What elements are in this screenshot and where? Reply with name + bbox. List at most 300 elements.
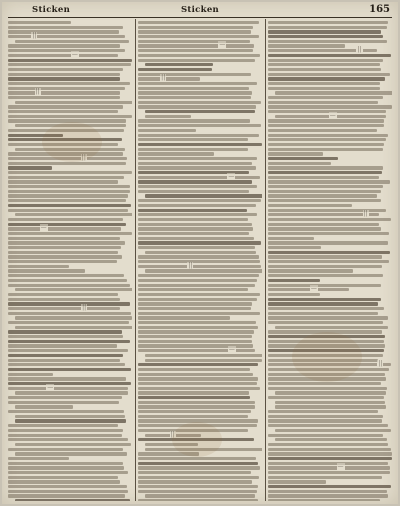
text-line [8,115,132,118]
text-line [138,218,248,221]
text-line [138,471,251,474]
text-line [268,190,381,193]
text-line [138,241,261,244]
text-line [138,148,248,151]
text-line [145,354,262,357]
text-line [268,499,380,501]
text-line [138,209,247,212]
text-line [138,96,251,99]
text-line [15,499,130,501]
text-line [8,176,124,179]
text-line [8,438,128,441]
text-line [268,46,377,54]
text-line [268,96,383,99]
paper-stain [292,332,362,382]
text-line [268,494,388,497]
paper-stain [42,122,102,162]
text-line [138,204,256,207]
text-line [145,194,262,197]
text-line [138,124,261,127]
text-line [268,255,382,258]
text-line [268,162,331,165]
text-line [275,91,392,94]
text-line [138,288,248,291]
text-line [138,105,256,108]
text-line [268,152,323,155]
text-line [15,316,132,319]
text-line [268,63,380,66]
paper-stain [172,422,222,457]
text-line [138,401,255,404]
text-line [138,134,259,137]
text-line [268,110,386,113]
text-line [8,32,125,40]
text-line [8,359,120,362]
text-line [138,82,257,85]
text-line [268,316,388,319]
text-line [145,63,212,66]
text-line [268,54,391,57]
text-line [138,30,251,33]
text-line [138,377,258,380]
text-line [8,382,131,385]
text-line [8,368,131,371]
text-line [15,405,72,408]
text-line [268,101,378,104]
text-line [138,307,251,310]
text-line [8,223,126,226]
text-line [8,87,125,90]
text-line [138,54,260,57]
text-line [268,138,386,141]
text-line [268,237,314,240]
text-line [138,49,253,52]
text-line [268,82,380,85]
text-line [138,260,260,263]
text-line [268,443,388,446]
text-line [8,190,130,193]
text-line [268,77,385,80]
text-line [268,73,390,76]
entry-separator-mark: — [228,346,235,354]
text-line [8,480,120,483]
text-line [8,204,131,207]
entry-separator-mark: || [161,74,166,82]
text-line [8,279,127,282]
text-line [145,110,254,113]
text-line [138,73,251,76]
text-line [268,148,383,151]
text-line [275,401,385,404]
text-line [268,194,377,197]
text-line [275,438,386,441]
text-line [268,223,379,226]
column-divider [265,19,266,501]
text-line [8,224,121,232]
text-line [268,30,381,33]
entry-separator-mark: || [32,32,37,40]
text-line [8,255,122,258]
text-line [268,210,379,218]
text-line [268,419,382,422]
entry-separator-mark: — [40,224,47,232]
text-line [268,232,389,235]
entry-separator-mark: — [337,463,344,471]
text-line [268,410,378,413]
text-line [138,40,250,43]
text-line [268,166,383,169]
text-line [8,26,123,29]
text-line [138,232,249,235]
text-line [8,274,124,277]
entry-separator-mark: || [82,303,87,311]
text-line [138,152,214,155]
text-line [138,302,252,305]
text-line [138,293,260,296]
text-line [15,101,132,104]
text-line [138,321,256,324]
running-head-left: Sticken [32,5,71,15]
column-divider [135,19,136,501]
text-line [138,91,252,94]
entry-separator-mark: — [47,383,54,391]
text-line [138,143,262,146]
text-line [268,180,390,183]
text-line [8,490,128,493]
text-line [8,377,126,380]
text-line [138,466,260,469]
text-line [8,166,52,169]
text-line [8,293,118,296]
text-line [8,241,125,244]
text-line [268,321,383,324]
text-line [8,471,128,474]
text-line [268,476,382,479]
text-line [145,115,191,118]
text-line [8,312,131,315]
text-line [268,251,390,254]
text-line [268,485,391,488]
running-head-center: Sticken [180,5,220,15]
text-line [138,255,259,258]
text-line [8,237,120,240]
text-line [8,110,118,113]
text-line [268,396,384,399]
text-line [268,59,383,62]
entry-separator-mark: || [363,210,368,218]
text-line [268,274,383,277]
text-line [268,293,320,296]
text-line [8,462,123,465]
text-line [268,307,384,310]
text-line [8,50,118,58]
text-line [275,326,387,329]
text-line [275,391,385,394]
text-line [138,213,257,216]
text-line [145,269,262,272]
text-line [268,87,380,90]
text-line [138,68,212,71]
text-line [268,35,383,38]
text-line [268,21,388,24]
text-line [8,269,85,272]
text-line [8,466,124,469]
text-line [138,138,248,141]
text-line [138,298,257,301]
text-line [145,359,261,362]
text-line [268,302,378,305]
entry-separator-mark: — [219,41,226,49]
text-line [138,119,250,122]
page-number: 165 [369,4,390,15]
text-line [138,415,248,418]
text-line [8,303,120,311]
text-line [145,251,256,254]
text-line [138,59,255,62]
text-line [268,480,326,483]
text-line [138,166,256,169]
text-line [8,349,128,352]
text-line [138,185,257,188]
text-line [8,82,130,85]
text-line [138,190,249,193]
text-line [8,246,121,249]
text-line [268,260,389,263]
entry-separator-mark: || [357,46,362,54]
text-line [8,424,118,427]
text-line [15,419,126,422]
text-line [8,77,120,80]
entry-separator-mark: — [329,111,336,119]
text-line [268,434,383,437]
text-line [138,284,255,287]
text-line [145,494,254,497]
text-line [8,232,132,235]
text-line [15,391,128,394]
text-line [8,494,125,497]
text-line [8,383,128,391]
text-line [268,462,388,465]
text-line [8,363,125,366]
text-line [268,457,392,460]
text-line [268,452,392,455]
text-line [8,448,123,451]
text-line [138,157,257,160]
text-line [138,227,253,230]
text-line [268,387,387,390]
text-line [138,373,253,376]
text-line [138,490,257,493]
text-line [268,241,388,244]
text-line [138,410,251,413]
text-line [8,44,120,47]
entry-separator-mark: || [81,153,86,161]
text-line [8,284,130,287]
text-line [138,180,252,183]
text-line [8,330,122,333]
text-line [8,401,119,404]
text-line [138,129,196,132]
text-line [138,261,261,269]
text-line [15,326,132,329]
text-line [8,171,132,174]
text-line [268,68,381,71]
text-line [138,41,254,49]
text-line [138,274,259,277]
text-line [268,284,381,287]
text-line [138,387,260,390]
text-line [138,87,249,90]
text-line [8,180,118,183]
entry-separator-mark: || [188,261,193,269]
text-line [268,269,353,272]
text-line [8,344,117,347]
text-line [15,415,125,418]
text-line [138,279,257,282]
text-line [268,218,391,221]
text-line [8,265,69,268]
text-line [138,382,257,385]
text-line [8,209,128,212]
text-line [8,321,129,324]
text-line [138,476,259,479]
text-line [8,59,132,62]
text-line [268,129,377,132]
text-line [8,49,125,52]
text-line [138,101,261,104]
text-line [268,185,383,188]
text-line [138,480,252,483]
text-line [8,410,124,413]
text-line [8,30,119,33]
text-line [138,326,258,329]
text-line [275,405,386,408]
text-line [138,199,261,202]
text-line [138,162,252,165]
text-line [138,312,260,315]
text-line [8,476,118,479]
text-line [138,346,255,354]
text-column-1 [8,21,132,501]
text-line [8,73,120,76]
text-line [138,396,250,399]
text-line [268,382,381,385]
text-line [138,462,258,465]
text-line [8,457,69,460]
text-line [275,429,390,432]
text-line [15,452,126,455]
text-line [268,265,382,268]
entry-separator-mark: — [310,285,317,293]
text-line [268,246,321,249]
text-line [8,354,123,357]
text-line [8,302,130,305]
text-line [8,373,53,376]
text-line [268,134,388,137]
text-line [138,335,252,338]
text-line [8,88,120,96]
text-line [15,40,129,43]
text-line [268,227,381,230]
text-column-3 [268,21,392,501]
entry-separator-mark: || [170,430,175,438]
text-line [138,246,255,249]
text-line [268,40,387,43]
text-line [268,448,391,451]
text-line [8,199,126,202]
text-line [8,105,123,108]
text-line [138,35,259,38]
text-line [275,111,386,119]
text-line [15,443,130,446]
text-line [8,429,123,432]
text-line [268,298,381,301]
text-line [15,288,132,291]
text-line [268,176,379,179]
text-line [15,213,132,216]
text-line [8,68,123,71]
text-line [138,457,256,460]
text-line [268,463,390,471]
text-line [268,26,387,29]
text-line [8,434,122,437]
text-line [8,485,127,488]
text-line [268,44,345,47]
text-line [8,335,123,338]
text-line [268,199,381,202]
text-line [268,312,378,315]
text-line [8,396,122,399]
header-rule [8,17,392,18]
text-line [138,363,258,366]
text-line [138,405,255,408]
text-line [138,368,250,371]
text-line [138,316,230,319]
text-line [268,490,387,493]
text-line [268,105,392,108]
entry-separator-mark: || [378,360,383,368]
text-line [268,415,383,418]
text-line [8,298,120,301]
text-line [8,194,128,197]
text-line [8,63,131,66]
text-line [268,204,352,207]
entry-separator-mark: || [35,88,40,96]
text-line [268,171,382,174]
text-line [138,485,258,488]
text-line [268,471,390,474]
text-line [138,391,249,394]
text-line [138,237,254,240]
text-line [8,96,120,99]
text-line [138,172,260,180]
text-line [8,340,130,343]
text-line [268,157,338,160]
text-line [8,218,123,221]
text-line [138,223,252,226]
entry-separator-mark: — [71,50,78,58]
text-line [138,340,252,343]
text-line [8,162,126,165]
entry-separator-mark: — [228,172,235,180]
text-line [138,74,200,82]
text-line [268,424,388,427]
text-line [138,21,259,24]
text-line [268,279,320,282]
text-line [268,285,349,293]
text-line [268,124,384,127]
text-line [138,499,258,501]
